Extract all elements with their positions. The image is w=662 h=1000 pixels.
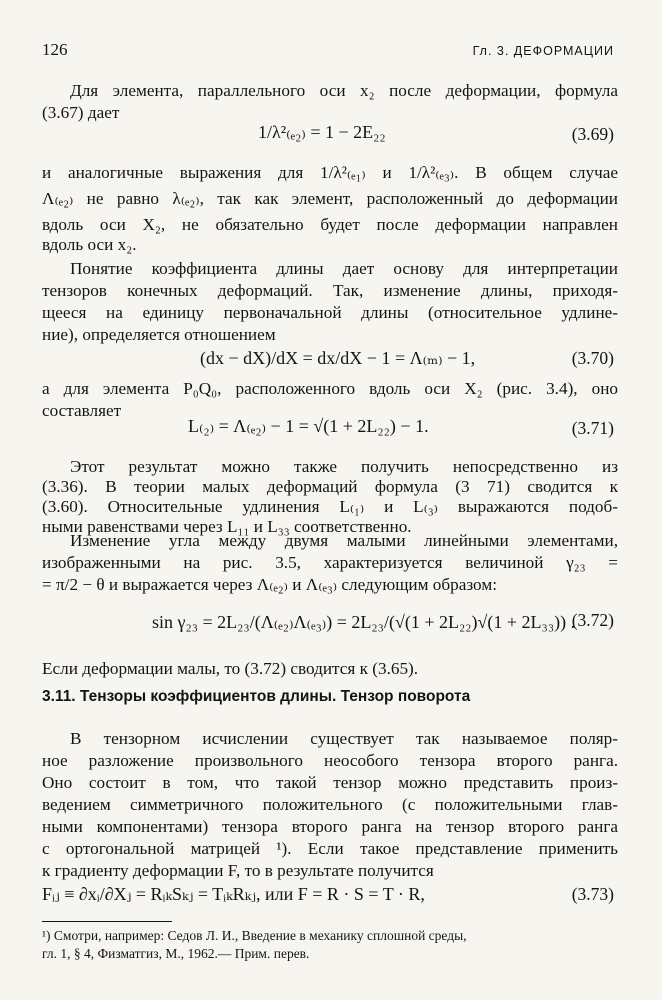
text-line: (3.67) дает [42, 103, 120, 122]
equation-3-69: 1/λ²₍ₑ₂₎ = 1 − 2E₂₂ [258, 122, 386, 142]
text-line: изображенными на рис. 3.5, характеризуется величиной γ₂₃ = [42, 553, 618, 572]
running-header: Гл. 3. ДЕФОРМАЦИИ [472, 44, 614, 58]
equation-number: (3.73) [571, 884, 614, 904]
equation-number: (3.70) [571, 348, 614, 368]
text-line: Если деформации малы, то (3.72) сводится к (3.65). [42, 659, 419, 678]
text-line: (3.36). В теории малых деформаций формула (3 71) сводится к [42, 477, 618, 496]
equation-3-73: Fᵢⱼ ≡ ∂xᵢ/∂Xⱼ = RᵢₖSₖⱼ = TᵢₖRₖⱼ, или F = R · S = T · R, [42, 884, 425, 904]
equation-number: (3.69) [571, 124, 614, 144]
text-line: Изменение угла между двумя малыми линейными элементами, [70, 531, 618, 550]
equation-number: (3.71) [571, 418, 614, 438]
text-line: щееся на единицу первоначальной длины (относительное удлине- [42, 303, 618, 322]
text-line: ными компонентами) тензора второго ранга на тензор второго ранга [42, 817, 618, 836]
text-line: Для элемента, параллельного оси x₂ после деформации, формула [70, 81, 618, 100]
text-line: составляет [42, 401, 122, 420]
equation-number: (3.72) [571, 610, 614, 630]
text-line: В тензорном исчислении существует так называемое поляр- [70, 729, 618, 748]
text-line: ние), определяется отношением [42, 325, 276, 344]
text-line: ведением симметричного положительного (с положительными глав- [42, 795, 618, 814]
text-line: ными равенствами через L₁₁ и L₃₃ соответственно. [42, 517, 412, 536]
text-line: а для элемента P₀Q₀, расположенного вдоль оси X₂ (рис. 3.4), оно [42, 379, 618, 398]
text-line: вдоль оси X₂, не обязательно будет после деформации направлен [42, 215, 618, 234]
page-number: 126 [42, 40, 68, 59]
text-line: (3.60). Относительные удлинения L₍₁₎ и L₍₃₎ выражаются подоб- [42, 497, 618, 516]
equation-3-72: sin γ₂₃ = 2L₂₃/(Λ₍ₑ₂₎Λ₍ₑ₃₎) = 2L₂₃/(√(1 + 2L₂₂)√(1 + 2L₃₃)) . [152, 612, 576, 632]
text-line: Понятие коэффициента длины дает основу для интерпретации [70, 259, 618, 278]
footnote-line: гл. 1, § 4, Физматгиз, М., 1962.— Прим. перев. [42, 946, 310, 961]
section-title: 3.11. Тензоры коэффициентов длины. Тензор поворота [42, 688, 471, 705]
text-line: вдоль оси x₂. [42, 235, 137, 254]
text-line: и аналогичные выражения для 1/λ²₍ₑ₁₎ и 1/λ²₍ₑ₃₎. В общем случае [42, 163, 618, 182]
text-line: Этот результат можно также получить непосредственно из [70, 457, 618, 476]
equation-3-70: (dx − dX)/dX = dx/dX − 1 = Λ₍ₘ₎ − 1, [200, 348, 476, 368]
text-line: с ортогональной матрицей ¹). Если такое представление применить [42, 839, 618, 858]
text-line: Оно состоит в том, что такой тензор можно представить произ- [42, 773, 618, 792]
text-line: тензоров конечных деформаций. Так, изменение длины, приходя- [42, 281, 618, 300]
equation-3-71: L₍₂₎ = Λ₍ₑ₂₎ − 1 = √(1 + 2L₂₂) − 1. [188, 416, 429, 436]
text-line: к градиенту деформации F, то в результате получится [42, 861, 434, 880]
text-line: Λ₍ₑ₂₎ не равно λ₍ₑ₂₎, так как элемент, расположенный до деформации [42, 189, 618, 208]
footnote-divider [42, 921, 172, 922]
text-line: ное разложение произвольного неособого тензора второго ранга. [42, 751, 618, 770]
text-line: = π/2 − θ и выражается через Λ₍ₑ₂₎ и Λ₍ₑ₃₎ следующим образом: [42, 575, 497, 594]
footnote-line: ¹) Смотри, например: Седов Л. И., Введение в механику сплошной среды, [42, 928, 467, 943]
